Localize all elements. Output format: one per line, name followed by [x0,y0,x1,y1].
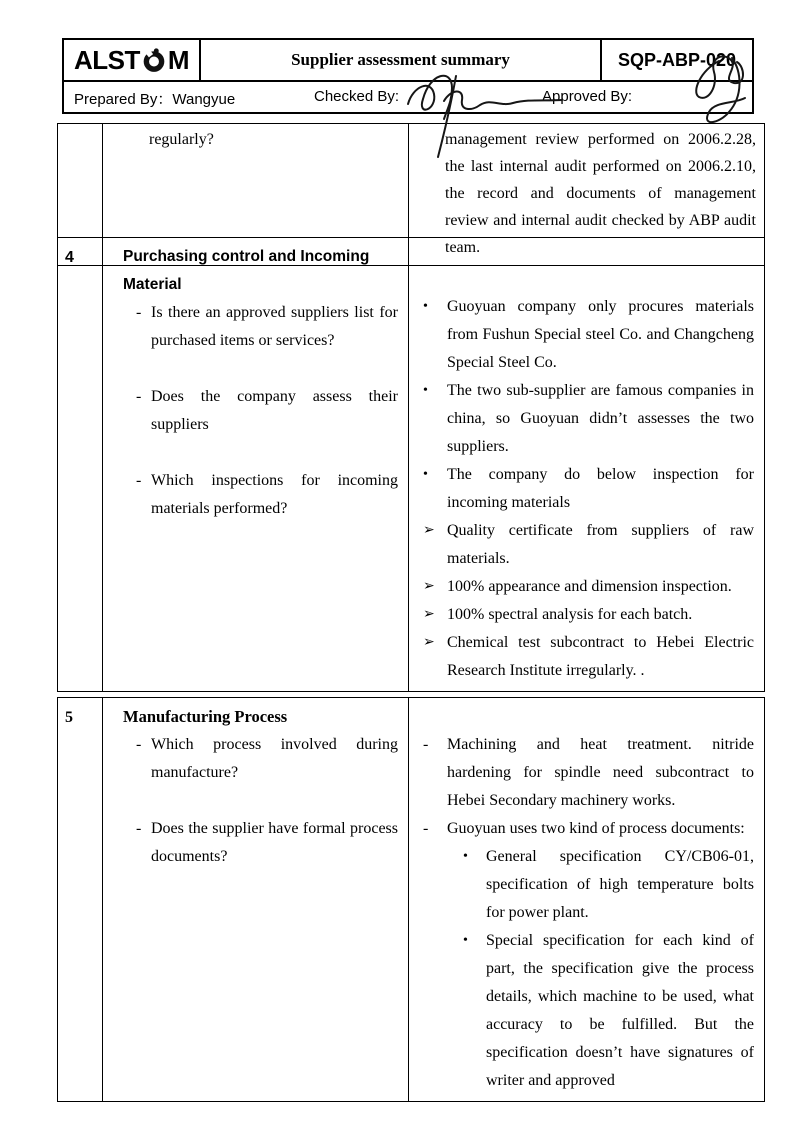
arrowhead-bullet: ➢ [423,607,435,622]
dash-bullet: - [136,304,142,321]
answer-item [423,461,754,517]
answer-text: 100% appearance and dimension inspection. [447,578,732,595]
answer-text: The company do below inspection for incoming materials [447,466,754,511]
answer-text: Guoyuan company only procures materials from Fushun Special steel Co. and Changcheng Special Steel Co. [447,298,754,371]
question-item [136,815,398,871]
answer-item [423,573,754,601]
question-item [136,467,398,523]
dash-bullet: - [423,736,429,753]
prepared-by [74,88,235,109]
section-4-table [57,237,765,692]
answer-text: Guoyuan uses two kind of process documents: [447,820,745,837]
answer-item [423,629,754,685]
dot-bullet: • [423,467,428,482]
question-text: Which process involved during manufacture? [151,736,398,781]
header-table [62,38,754,114]
dot-bullet: • [423,383,428,398]
answer-item [463,927,754,1095]
section-5-title: Manufacturing Process [123,707,288,726]
answer-item [423,731,754,815]
document-number: SQP-ABP-020 [617,49,737,70]
answer-item [463,843,754,927]
dot-bullet: • [423,299,428,314]
dash-bullet: - [136,736,142,753]
signature-row [64,82,752,112]
header-row-title [64,40,752,82]
answer-text: 100% spectral analysis for each batch. [447,606,693,623]
section-4-answers-cell [408,238,764,691]
question-text: Which inspections for incoming materials performed? [151,472,398,517]
continuation-answer: management review performed on 2006.2.28, the last internal audit performed on 2006.2.10, the record and documents of management review and internal audit checked by ABP audit team. [445,131,756,256]
answer-text: Machining and heat treatment. nitride hardening for spindle need subcontract to Hebei Secondary machinery works. [447,736,754,809]
section-4-questions-cell [102,238,408,691]
section-5-questions-cell [102,698,408,1101]
question-text: Does the company assess their suppliers [151,388,398,433]
question-item [136,299,398,355]
question-item [136,731,398,787]
dash-bullet: - [136,820,142,837]
answer-text: Special specification for each kind of part, the specification give the process details, which machine to be used, what accuracy to be fulfilled. But the specification doesn’t have signatures of writer and approved [486,932,754,1089]
logo-text-right: M [167,44,190,75]
alstom-o-swirl-icon [141,47,167,73]
alstom-logo [64,40,201,80]
section-4-number: 4 [65,249,74,266]
arrowhead-bullet: ➢ [423,523,435,538]
dot-bullet: • [463,933,468,948]
document-title: Supplier assessment summary [201,40,602,80]
answer-item [423,377,754,461]
prepared-by-label: Prepared By： [74,91,173,108]
answer-text: The two sub-supplier are famous companies in china, so Guoyuan didn’t assesses the two suppliers. [447,382,754,455]
prepared-by-value: Wangyue [172,91,236,108]
section-5-number: 5 [65,709,73,726]
dot-bullet: • [463,849,468,864]
continuation-question: regularly? [149,131,214,148]
answer-text: General specification CY/CB06-01, specification of high temperature bolts for power plant. [486,848,754,921]
approved-by-label: Approved By: [542,88,633,105]
answer-item [423,601,754,629]
section-5-answers-cell [408,698,764,1101]
arrowhead-bullet: ➢ [423,579,435,594]
question-text: Is there an approved suppliers list for purchased items or services? [151,304,398,349]
section-4-title: Purchasing control and Incoming Material [123,248,370,293]
question-text: Does the supplier have formal process documents? [151,820,398,865]
section-5-table [57,697,765,1102]
dash-bullet: - [423,820,429,837]
answer-text: Chemical test subcontract to Hebei Electric Research Institute irregularly. . [447,634,754,679]
logo-text-left: ALST [73,44,140,75]
answer-item [423,293,754,377]
question-item [136,383,398,439]
answer-item [423,517,754,573]
dash-bullet: - [136,472,142,489]
arrowhead-bullet: ➢ [423,635,435,650]
answer-text: Quality certificate from suppliers of raw materials. [447,522,754,567]
checked-by-label: Checked By: [314,88,400,105]
answer-item [423,815,754,843]
dash-bullet: - [136,388,142,405]
